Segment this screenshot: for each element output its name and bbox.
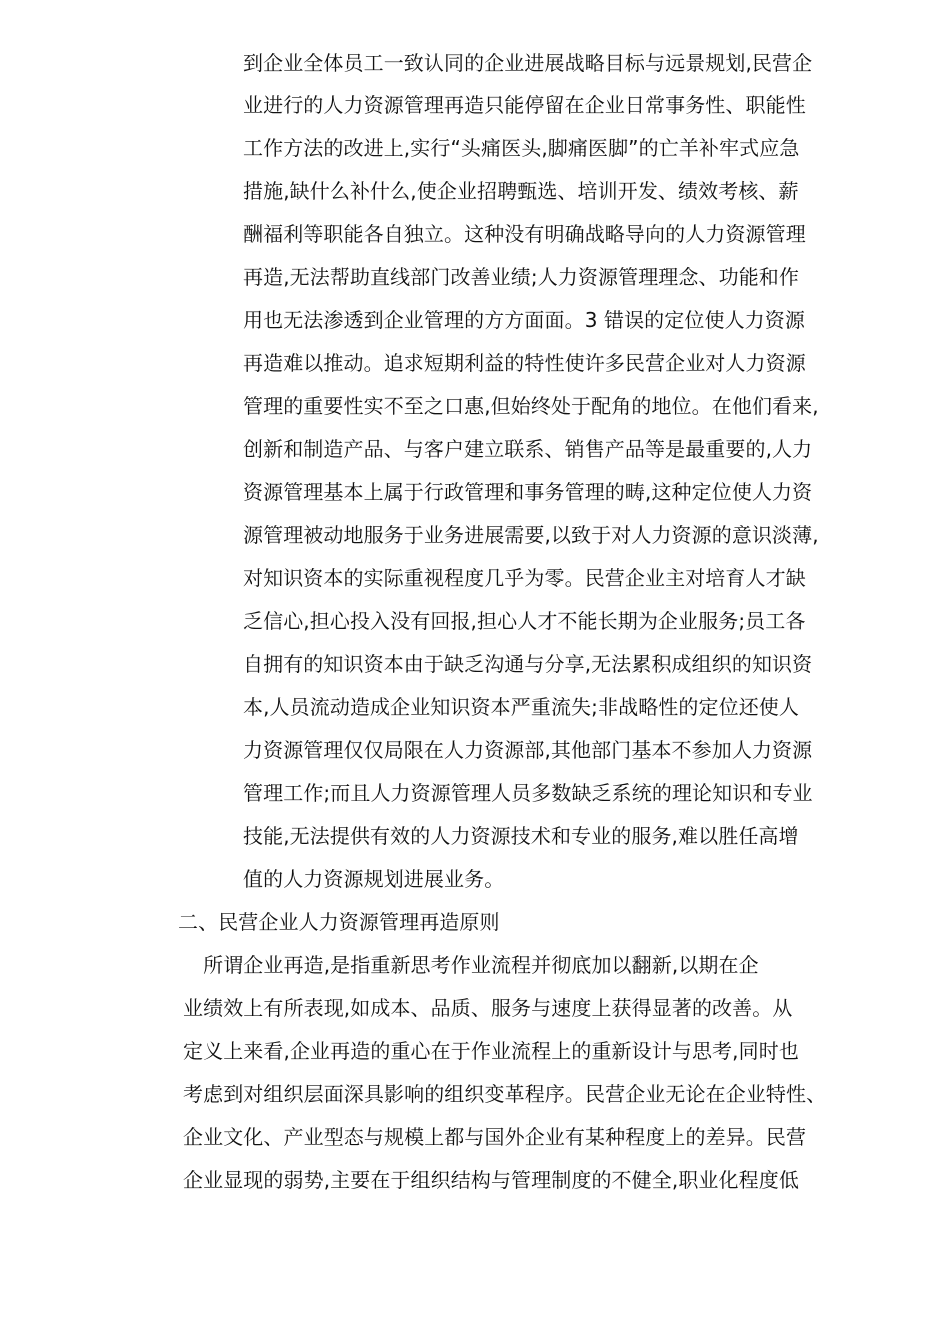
text-line: 定义上来看,企业再造的重心在于作业流程上的重新设计与思考,同时也 — [183, 1039, 799, 1063]
text-line: 本,人员流动造成企业知识资本严重流失;非战略性的定位还使人 — [243, 695, 799, 719]
text-line: 值的人力资源规划进展业务。 — [243, 867, 505, 891]
text-line: 对知识资本的实际重视程度几乎为零。民营企业主对培育人才缺 — [243, 566, 806, 590]
text-line: 企业显现的弱势,主要在于组织结构与管理制度的不健全,职业化程度低 — [183, 1168, 799, 1192]
text-line: 管理工作;而且人力资源管理人员多数缺乏系统的理论知识和专业 — [243, 781, 813, 805]
text-line: 到企业全体员工一致认同的企业进展战略目标与远景规划,民营企 — [243, 51, 813, 75]
text-line: 用也无法渗透到企业管理的方方面面。3 错误的定位使人力资源 — [243, 308, 805, 332]
section-heading: 二、民营企业人力资源管理再造原则 — [178, 910, 500, 934]
text-line: 资源管理基本上属于行政管理和事务管理的畴,这种定位使人力资 — [243, 480, 813, 504]
text-line: 力资源管理仅仅局限在人力资源部,其他部门基本不参加人力资源 — [243, 738, 813, 762]
text-line: 业绩效上有所表现,如成本、品质、服务与速度上获得显著的改善。从 — [183, 996, 793, 1020]
text-line: 乏信心,担心投入没有回报,担心人才不能长期为企业服务;员工各 — [243, 609, 806, 633]
text-line: 再造,无法帮助直线部门改善业绩;人力资源管理理念、功能和作 — [243, 265, 799, 289]
text-line: 自拥有的知识资本由于缺乏沟通与分享,无法累积成组织的知识资 — [243, 652, 813, 676]
text-line: 考虑到对组织层面深具影响的组织变革程序。民营企业无论在企业特性、 — [183, 1082, 827, 1106]
text-line: 创新和制造产品、与客户建立联系、销售产品等是最重要的,人力 — [243, 437, 813, 461]
text-line: 所谓企业再造,是指重新思考作业流程并彻底加以翻新,以期在企 — [183, 953, 759, 977]
text-line: 再造难以推动。追求短期利益的特性使许多民营企业对人力资源 — [243, 351, 806, 375]
text-line: 技能,无法提供有效的人力资源技术和专业的服务,难以胜任高增 — [243, 824, 799, 848]
text-line: 酬福利等职能各自独立。这种没有明确战略导向的人力资源管理 — [243, 222, 806, 246]
text-line: 业进行的人力资源管理再造只能停留在企业日常事务性、职能性 — [243, 93, 806, 117]
text-line: 工作方法的改进上,实行“头痛医头,脚痛医脚”的亡羊补牢式应急 — [243, 136, 800, 160]
text-line: 管理的重要性实不至之口惠,但始终处于配角的地位。在他们看来, — [243, 394, 819, 418]
text-line: 措施,缺什么补什么,使企业招聘甄选、培训开发、绩效考核、薪 — [243, 179, 799, 203]
text-line: 企业文化、产业型态与规模上都与国外企业有某种程度上的差异。民营 — [183, 1125, 807, 1149]
text-line: 源管理被动地服务于业务进展需要,以致于对人力资源的意识淡薄, — [243, 523, 819, 547]
